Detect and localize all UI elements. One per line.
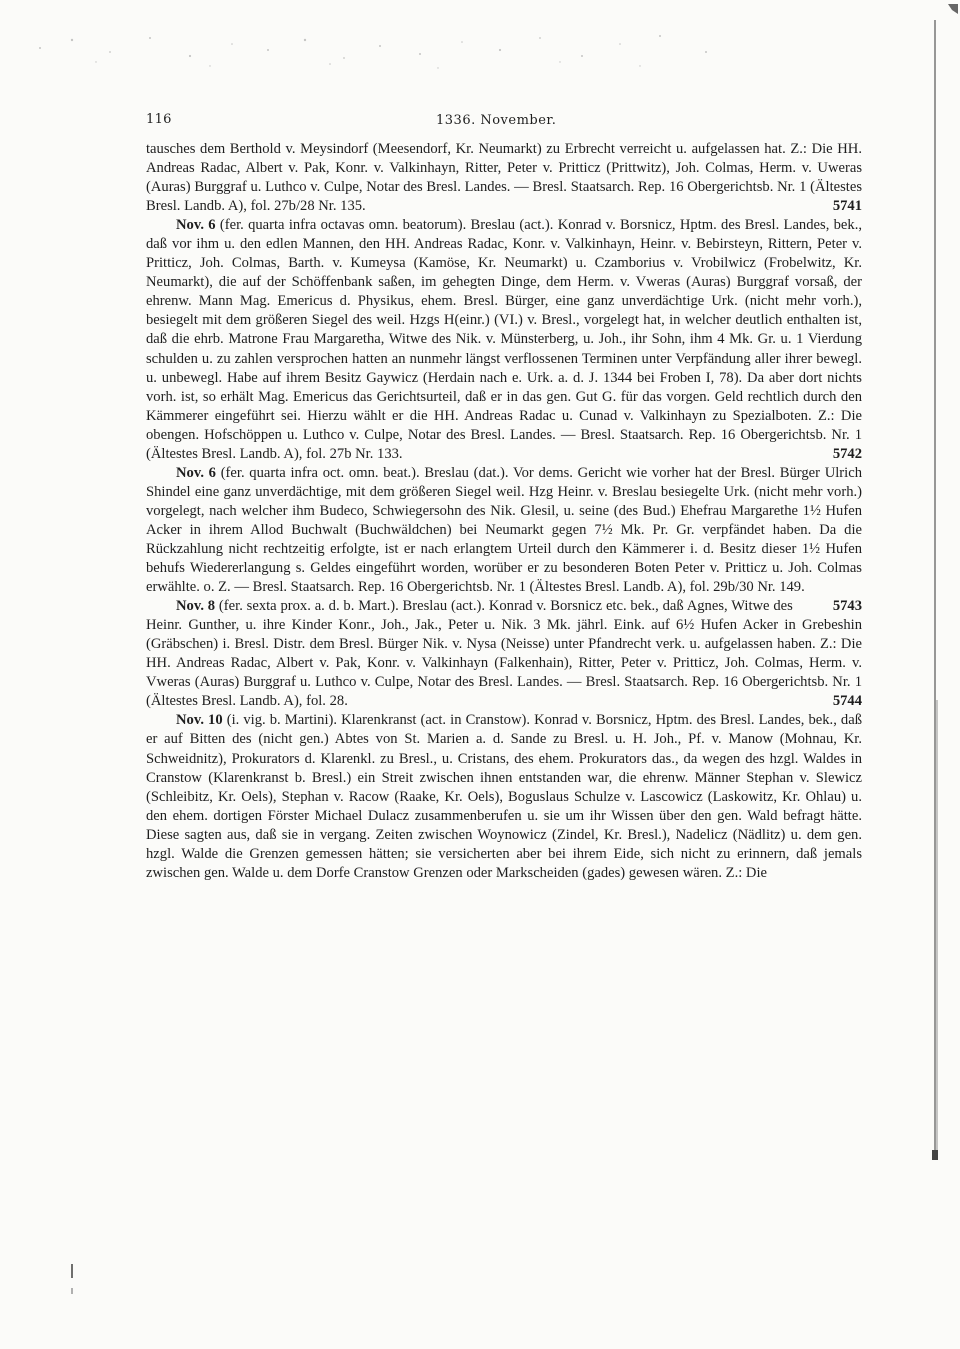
entry <box>146 216 862 464</box>
entry-text: (i. vig. b. Martini). Klarenkranst (act. in Cranstow). Konrad v. Borsnicz, Hptm. des Bresl. Landes, bek., daß er auf Bitten des (nicht gen.) Abtes von St. Marien a. d. Sande zu Bresl. u. H. Joh., Pf. v. Manow (Mohnau, Kr. Schweidnitz), Prokurators d. Klarenkl. zu Bresl., u. Cristans, des ehem. Prokurators das., da wegen des hzgl. Waldes in Cranstow (Klarenkranst b. Bresl.) ein Streit zwischen ihnen entstanden war, die ehrenw. Männer Stephan v. Slewicz (Schleibitz, Kr. Oels), Stephan v. Racow (Raake, Kr. Oels), Boguslaus Schulze v. Lascowicz (Laskowitz, Kr. Ohlau) u. den ehem. dortigen Förster Michael Dulacz zusammenberufen u. sie um ihr Wissen über den gen. Wald befragt hätte. Diese sagten aus, daß sie in vergang. Zeiten zwischen Woynowicz (Zindel, Kr. Bresl.), Nadelicz (Nädlitz) u. dem gen. hzgl. Walde die Grenzen gemessen hätten; sie versicherten aber bei ihrem Eide, sich nicht zu erinnern, daß jemals zwischen gen. Walde u. dem Dorfe Cranstow Grenzen oder Markscheiden (gades) gewesen wären. Z.: Die <box>146 712 862 881</box>
entry-date: Nov. 6 <box>176 464 216 481</box>
entry-date: Nov. 6 <box>176 217 216 234</box>
page-header <box>146 112 862 136</box>
entry-date: Nov. 10 <box>176 712 223 729</box>
register-number: 5742 <box>832 445 862 462</box>
page-number: 116 <box>146 112 172 127</box>
scan-noise-top <box>0 0 960 120</box>
register-number: 5741 <box>832 198 862 215</box>
document-page <box>146 112 862 883</box>
entry-date: Nov. 8 <box>176 598 216 615</box>
entry-text: (fer. sexta prox. a. d. b. Mart.). Breslau (act.). Konrad v. Borsnicz etc. bek., daß Agnes, Witwe des Heinr. Gunther, u. ihre Kinder Konr., Joh., Jak., Peter u. Nik. 3 Mk. jährl. Eink. auf 6½ Hufen Acker in Grebeshin (Gräbschen) i. Bresl. Distr. dem Bresl. Bürger Nik. v. Nysa (Neisse) unter Pfandrecht verk. u. aufgelassen haben. Z.: Die HH. Andreas Radac, Albert v. Pak, Konr. v. Valkinhayn (Falkenhain), Ritter, Peter v. Pritticz, Joh. Colmas, Herm. v. Vweras (Auras) Burggraf u. Luthco v. Culpe, Notar des Bresl. Landes. — Bresl. Staatsarch. Rep. 16 Obergerichtsb. Nr. 1 (Ältestes Bresl. Landb. A), fol. 28. <box>146 598 862 710</box>
entry-text: tausches dem Berthold v. Meysindorf (Meesendorf, Kr. Neumarkt) zu Erbrecht verreicht u. aufgelassen hat. Z.: Die HH. Andreas Radac, Albert v. Pak, Konr. v. Valkinhayn, Ritter, Peter v. Pritticz (Prittwitz), Joh. Colmas, Herm. v. Uweras (Auras) Burggraf u. Luthco v. Culpe, Notar des Bresl. Landes. — Bresl. Staatsarch. Rep. 16 Obergerichtsb. Nr. 1 (Ältestes Bresl. Landb. A), fol. 27b/28 Nr. 135. <box>146 141 862 215</box>
running-head: 1336. November. <box>436 113 557 128</box>
document-body <box>146 140 862 883</box>
entry-continuation <box>146 140 862 216</box>
register-number: 5743 <box>832 598 862 615</box>
scan-edge-right <box>928 0 960 1349</box>
entry-text: (fer. quarta infra octavas omn. beatorum). Breslau (act.). Konrad v. Borsnicz, Hptm. des Bresl. Landes, bek., daß vor ihm u. den edlen Mannen, den HH. Andreas Radac, Konr. v. Valkinhayn, Heinr. v. Bebirsteyn, Rittern, Peter v. Pritticz, Joh. Colmas, Barth. v. Kumeysa (Kamöse, Kr. Neumarkt) u. Czamborius v. Vrobilwicz (Frobelwitz, Kr. Neumarkt), die auf der Schöffenbank saßen, im gehegten Dinge, dem Herm. v. Vweras (Auras) Burggraf vorsaß, der ehrenw. Mann Mag. Emericus d. Physikus, ehem. Bresl. Bürger, eine ganz unverdächtige Urk. (nicht mehr vorh.), besiegelt mit dem größeren Siegel des weil. Hzgs H(einr.) (VI.) v. Bresl., vorgelegt hat, in welcher deutlich enthalten ist, daß die ehrb. Matrone Frau Margaretha, Witwe des Nik. v. Münsterberg, u. Joh., ihr Sohn, ihm 4 Mk. Gr. u. 1 Vierdung schulden u. zu zahlen versprochen hatten an nunmehr längst verflossenen Terminen unter Verpfändung aller ihrer bewegl. u. unbewegl. Habe auf ihrem Besitz Gaywicz (Herdain nach e. Urk. a. d. J. 1344 bei Froben I, 78). Da aber dort nichts vorh. ist, so erhält Mag. Emericus das Gerichtsurteil, daß er in das gen. Gut G. für das vorgen. Geld rechtlich durch den Kämmerer eingeführt sei. Hierzu wählt er die HH. Andreas Radac u. Cunad v. Valkinhayn zu Spezialboten. Z.: Die obengen. Hofschöppen u. Luthco v. Culpe, Notar des Bresl. Landes. — Bresl. Staatsarch. Rep. 16 Obergerichtsb. Nr. 1 (Ältestes Bresl. Landb. A), fol. 27b Nr. 133. <box>146 217 862 462</box>
entry <box>146 597 862 711</box>
entry-text: (fer. quarta infra oct. omn. beat.). Breslau (dat.). Vor dems. Gericht wie vorher hat der Bresl. Bürger Ulrich Shindel eine ganz unverdächtige, mit dem größeren Siegel weil. Hzg Heinr. v. Breslau besiegelte Urk. (nicht mehr vorh.) vorgelegt, nach welcher ihm Budeco, Schwiegersohn des Nik. Glesil, u. seine (des Bud.) Ehefrau Margarethe 1½ Hufen Acker in ihrem Allod Buchwalt (Buchwäldchen) bei Neumarkt gegen 7½ Mk. Pr. Gr. verpfändet haben. Da die Rückzahlung nicht rechtzeitig erfolgte, ist er nach erlangtem Urteil durch den Kämmerer i. d. Besitz dieser 1½ Hufen behufs Wiedererlangung s. Geldes eingeführt worden, worüber er zu besonderen Boten Peter v. Pritticz u. Joh. Colmas erwählte. o. Z. — Bresl. Staatsarch. Rep. 16 Obergerichtsb. Nr. 1 (Ältestes Bresl. Landb. A), fol. 29b/30 Nr. 149. <box>146 464 862 596</box>
entry <box>146 711 862 882</box>
register-number: 5744 <box>832 693 862 710</box>
scan-marks-left <box>60 1260 80 1300</box>
